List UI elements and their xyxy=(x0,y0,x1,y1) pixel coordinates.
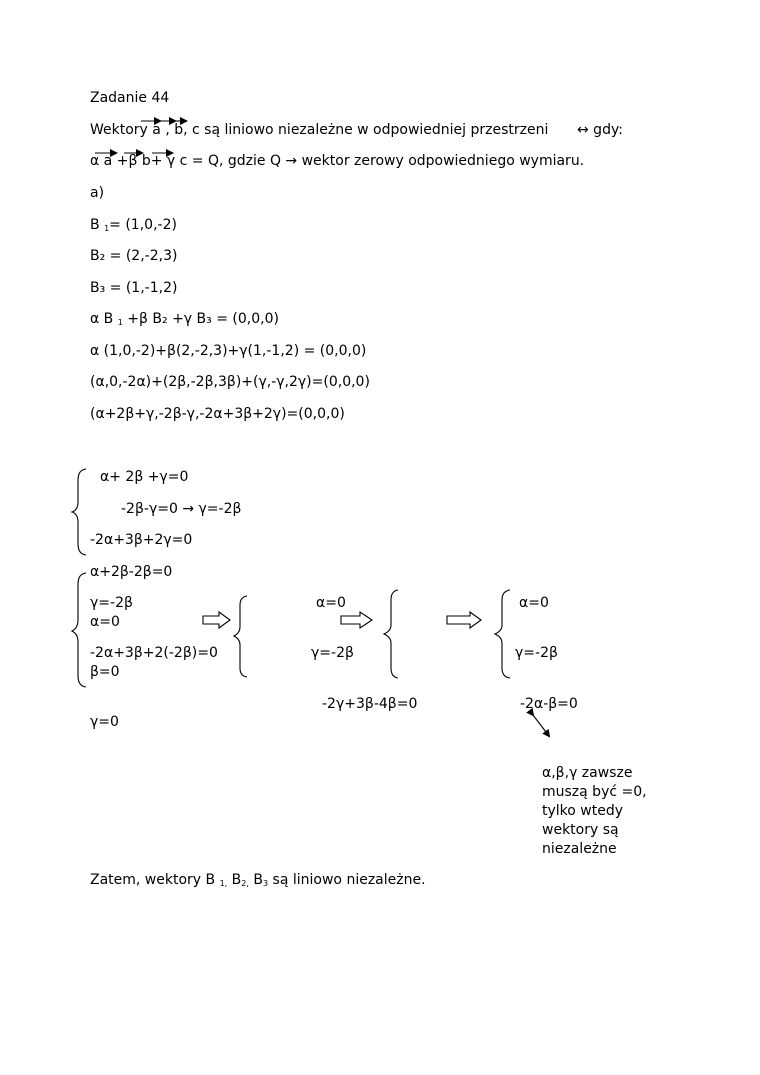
system2-row3: α=0 xyxy=(90,614,120,630)
system4-gamma: γ=-2β xyxy=(515,645,558,661)
system1-row3: -2α+3β+2γ=0 xyxy=(90,532,193,548)
implies-arrow-2 xyxy=(341,612,372,628)
part-a-label: a) xyxy=(90,185,105,201)
equation-3: (α+2β+γ,-2β-γ,-2α+3β+2γ)=(0,0,0) xyxy=(90,406,345,422)
vector-b1: B $_1$= (1,0,-2) xyxy=(90,217,177,233)
system3-equation: -2γ+3β-4β=0 xyxy=(322,696,418,712)
iff-text: ↔ gdy: xyxy=(577,122,623,138)
vector-b3: B₃ = (1,-1,2) xyxy=(90,280,178,296)
intro-line-2: α a +β b+ γ c = Q, gdzie Q → wektor zerowy odpowiedniego wymiaru. xyxy=(90,153,585,169)
conclusion: Zatem, wektory B $_{1,}$ $B_{2,}$ $B_3$ są liniowo niezależne. xyxy=(90,872,426,888)
vector-b2: B₂ = (2,-2,3) xyxy=(90,248,178,264)
system3-gamma: γ=-2β xyxy=(311,645,354,661)
system2-row2: γ=-2β xyxy=(90,595,133,611)
system3-alpha: α=0 xyxy=(316,595,346,611)
system2-row5: β=0 xyxy=(90,664,120,680)
system1-row2: -2β-γ=0 → γ=-2β xyxy=(121,501,242,517)
system4-alpha: α=0 xyxy=(519,595,549,611)
system2-row6: γ=0 xyxy=(90,714,119,730)
brace-system4 xyxy=(384,590,398,678)
system2-row1: α+2β-2β=0 xyxy=(90,564,173,580)
note-text: α,β,γ zawsze muszą być =0, tylko wtedy wektory są niezależne xyxy=(542,765,647,857)
system4-equation: -2α-β=0 xyxy=(520,696,578,712)
task-title: Zadanie 44 xyxy=(90,90,170,106)
double-arrow xyxy=(533,715,549,736)
brace-system3 xyxy=(234,596,247,677)
equation-1: α (1,0,-2)+β(2,-2,3)+γ(1,-1,2) = (0,0,0) xyxy=(90,343,367,359)
brace-system1 xyxy=(72,469,86,555)
implies-arrow-1 xyxy=(203,612,230,628)
intro-line-1: Wektory a , b, c są liniowo niezależne w odpowiedniej przestrzeni xyxy=(90,122,549,138)
implies-arrow-3 xyxy=(447,612,481,628)
brace-system5 xyxy=(495,590,510,678)
linear-combination: α B $_1$ +β B₂ +γ B₃ = (0,0,0) xyxy=(90,311,279,327)
system1-row1: α+ 2β +γ=0 xyxy=(100,469,189,485)
system2-row4: -2α+3β+2(-2β)=0 xyxy=(90,645,218,661)
brace-system2 xyxy=(72,573,86,687)
equation-2: (α,0,-2α)+(2β,-2β,3β)+(γ,-γ,2γ)=(0,0,0) xyxy=(90,374,370,390)
